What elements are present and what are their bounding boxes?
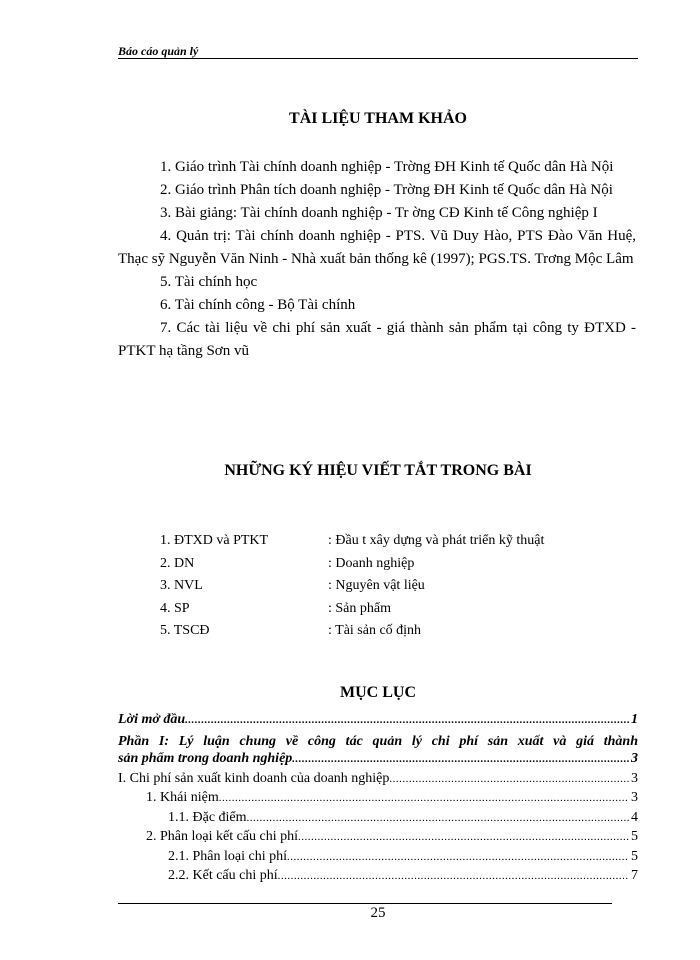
toc-entry-page: 7: [631, 868, 638, 883]
abbreviation-key: 5. TSCĐ: [160, 623, 210, 638]
toc-leader-dots: [219, 792, 629, 804]
toc-entry-intro[interactable]: [118, 712, 638, 732]
abbreviation-value: : Sản phẩm: [328, 600, 391, 616]
toc-leader-dots: [389, 773, 629, 785]
references-title: TÀI LIỆU THAM KHẢO: [289, 110, 467, 127]
reference-item: 4. Quản trị: Tài chính doanh nghiệp - PTS. Vũ Duy Hào, PTS Đào Văn Huệ, Thạc sỹ Nguyễn Văn Ninh - Nhà xuất bản thống kê (1997); PGS.TS. Trơng Mộc Lâm: [118, 228, 636, 267]
table-of-contents: [118, 712, 638, 888]
references-list: [118, 156, 636, 363]
page-number: 25: [370, 905, 386, 921]
toc-leader-dots: [247, 812, 629, 824]
toc-entry-label: sản phẩm trong doanh nghiệp: [118, 751, 293, 766]
abbreviation-key: 4. SP: [160, 600, 190, 616]
toc-entry-text: I. Chi phí sản xuất kinh doanh của doanh nghiệp: [118, 770, 390, 786]
toc-entry-page: 5: [631, 829, 638, 844]
abbreviation-value: : Doanh nghiệp: [328, 555, 415, 571]
toc-entry-label: [118, 771, 389, 787]
abbreviation-row: [160, 598, 630, 621]
toc-entry-label: 1. Khái niệm: [146, 790, 219, 805]
reference-item: 1. Giáo trình Tài chính doanh nghiệp - Trờng ĐH Kinh tế Quốc dân Hà Nội: [160, 159, 614, 175]
toc-entry[interactable]: [118, 790, 638, 810]
abbreviation-key: 2. DN: [160, 555, 195, 571]
reference-item: 2. Giáo trình Phân tích doanh nghiệp - Trờng ĐH Kinh tế Quốc dân Hà Nội: [160, 182, 613, 198]
reference-item: 7. Các tài liệu về chi phí sản xuất - giá thành sản phẩm tại công ty ĐTXD - PTKT hạ tầng Sơn vũ: [118, 320, 636, 359]
abbreviation-key: 1. ĐTXD và PTKT: [160, 533, 269, 548]
abbreviation-value: : Đầu t xây dựng và phát triển kỹ thuật: [328, 533, 545, 548]
toc-entry[interactable]: [118, 849, 638, 869]
page-header: Báo cáo quản lý: [118, 44, 199, 58]
toc-leader-dots: [278, 870, 629, 882]
abbreviation-row: [160, 575, 630, 598]
abbreviation-row: [160, 553, 630, 576]
toc-entry[interactable]: [118, 868, 638, 888]
toc-leader-dots: [298, 831, 629, 843]
abbreviation-value: : Tài sản cố định: [328, 623, 422, 638]
toc-entry[interactable]: [118, 771, 638, 791]
reference-item: 3. Bài giảng: Tài chính doanh nghiệp - Tr ờng CĐ Kinh tế Công nghiệp I: [160, 205, 598, 221]
toc-leader-dots: [287, 851, 629, 863]
toc-entry-label: Lời mở đầu: [118, 712, 186, 727]
toc-entry-part1-line1[interactable]: Phần I: Lý luận chung về công tác quản lý chi phí sản xuất và giá thành: [118, 733, 638, 749]
toc-entry-label: 1.1. Đặc điểm: [168, 809, 247, 825]
toc-title: MỤC LỤC: [340, 684, 416, 701]
toc-entry-label: 2.1. Phân loại chi phí: [168, 848, 287, 864]
toc-entry-page: 3: [631, 790, 638, 805]
toc-leader-dots: [292, 753, 629, 765]
abbreviation-row: [160, 530, 630, 553]
toc-entry[interactable]: [118, 810, 638, 830]
toc-entry-page: 4: [631, 809, 638, 825]
abbreviation-row: [160, 620, 630, 643]
abbreviation-value: : Nguyên vật liệu: [328, 578, 425, 593]
footer-rule: [118, 903, 612, 904]
abbreviation-key: 3. NVL: [160, 578, 203, 593]
reference-item: 5. Tài chính học: [160, 274, 258, 290]
toc-leader-dots: [185, 714, 629, 726]
toc-entry-page: 3: [631, 770, 638, 786]
reference-item: 6. Tài chính công - Bộ Tài chính: [160, 297, 356, 313]
header-rule: [118, 58, 638, 59]
toc-entry[interactable]: [118, 829, 638, 849]
toc-entry-page: 5: [631, 848, 638, 864]
toc-entry-page: 3: [631, 751, 638, 766]
toc-entry-label: 2. Phân loại kết cấu chi phí: [146, 829, 299, 844]
toc-entry-page: 1: [631, 712, 638, 727]
abbreviations-list: [160, 530, 630, 643]
toc-entry-label: 2.2. Kết cấu chi phí: [168, 868, 278, 883]
abbreviations-title: NHỮNG KÝ HIỆU VIẾT TẮT TRONG BÀI: [224, 462, 532, 479]
toc-entry-part1[interactable]: [118, 751, 638, 771]
